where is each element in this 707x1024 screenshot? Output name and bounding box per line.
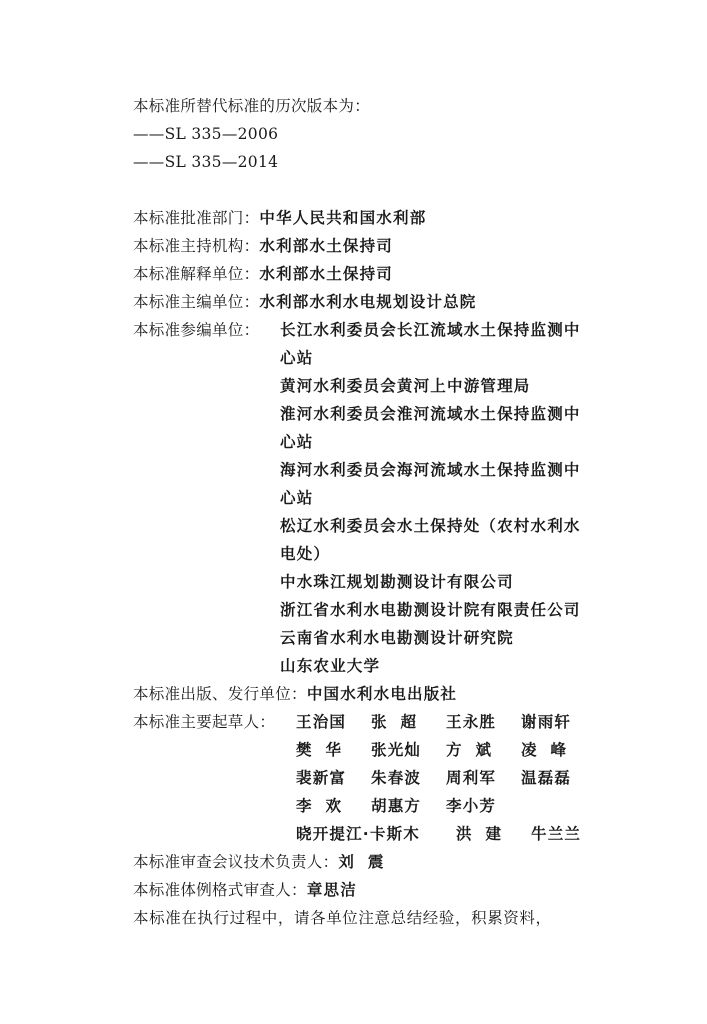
review-value: 刘震 (338, 853, 398, 871)
drafter-row (296, 796, 521, 816)
participant-line: 心站 (280, 489, 314, 507)
approval-value: 中华人民共和国水利部 (259, 209, 427, 227)
participant-line: 中水珠江规划勘测设计有限公司 (280, 573, 514, 591)
closing-text: 本标准在执行过程中，请各单位注意总结经验，积累资料， (133, 909, 552, 927)
participants-label: 本标准参编单位： (133, 321, 260, 339)
participant-line: 海河水利委员会海河流域水土保持监测中 (280, 461, 581, 479)
interpret-row (133, 264, 393, 284)
drafter-row (296, 824, 606, 844)
format-review-value: 章思洁 (306, 881, 357, 899)
format-review-row (133, 880, 357, 900)
participant-line: 电处） (280, 545, 331, 563)
drafter-name: 牛兰兰 (531, 825, 582, 843)
drafter-row (296, 768, 596, 788)
drafter-name: 胡惠方 (371, 797, 422, 815)
participant-line: 黄河水利委员会黄河上中游管理局 (280, 377, 531, 395)
drafter-name: 温磊磊 (521, 769, 572, 787)
review-label: 本标准审查会议技术负责人： (133, 853, 339, 871)
participant-line: 淮河水利委员会淮河流域水土保持监测中 (280, 405, 581, 423)
drafters-label: 本标准主要起草人： (133, 713, 276, 731)
review-row (133, 852, 397, 872)
drafter-name: 王永胜 (446, 713, 497, 731)
publisher-row (133, 684, 457, 704)
participant-line: 心站 (280, 433, 314, 451)
drafter-name: 裴新富 (296, 769, 347, 787)
drafter-row (296, 712, 596, 732)
drafter-name: 张超 (371, 713, 431, 731)
chief-editor-label: 本标准主编单位： (133, 293, 260, 311)
participant-line: 心站 (280, 349, 314, 367)
chief-editor-value: 水利部水利水电规划设计总院 (259, 293, 477, 311)
drafter-name: 洪建 (456, 825, 516, 843)
publisher-label: 本标准出版、发行单位： (133, 685, 307, 703)
version-item: ——SL 335—2014 (133, 153, 279, 171)
drafter-name: 李欢 (296, 797, 356, 815)
publisher-value: 中国水利水电出版社 (306, 685, 458, 703)
chief-editor-row (133, 292, 477, 312)
host-label: 本标准主持机构： (133, 237, 260, 255)
participant-line: 长江水利委员会长江流域水土保持监测中 (280, 321, 581, 339)
interpret-value: 水利部水土保持司 (259, 265, 394, 283)
approval-label: 本标准批准部门： (133, 209, 260, 227)
drafter-name: 凌峰 (521, 741, 581, 759)
drafter-name: 王治国 (296, 713, 347, 731)
approval-row (133, 208, 426, 228)
drafter-name: 张光灿 (371, 741, 422, 759)
drafter-name: 李小芳 (446, 797, 497, 815)
drafter-name: 晓开提江·卡斯木 (296, 825, 420, 843)
drafter-name: 樊华 (296, 741, 356, 759)
participant-line: 云南省水利水电勘测设计研究院 (280, 629, 514, 647)
drafter-name: 周利军 (446, 769, 497, 787)
versions-heading: 本标准所替代标准的历次版本为： (133, 97, 371, 115)
version-item: ——SL 335—2006 (133, 125, 279, 143)
participant-line: 松辽水利委员会水土保持处（农村水利水 (280, 517, 581, 535)
format-review-label: 本标准体例格式审查人： (133, 881, 307, 899)
drafter-name: 谢雨轩 (521, 713, 572, 731)
drafter-name: 朱春波 (371, 769, 422, 787)
drafter-name: 方斌 (446, 741, 506, 759)
drafter-row (296, 740, 596, 760)
interpret-label: 本标准解释单位： (133, 265, 260, 283)
participant-line: 浙江省水利水电勘测设计院有限责任公司 (280, 601, 581, 619)
participant-line: 山东农业大学 (280, 657, 381, 675)
host-value: 水利部水土保持司 (259, 237, 394, 255)
host-row (133, 236, 393, 256)
